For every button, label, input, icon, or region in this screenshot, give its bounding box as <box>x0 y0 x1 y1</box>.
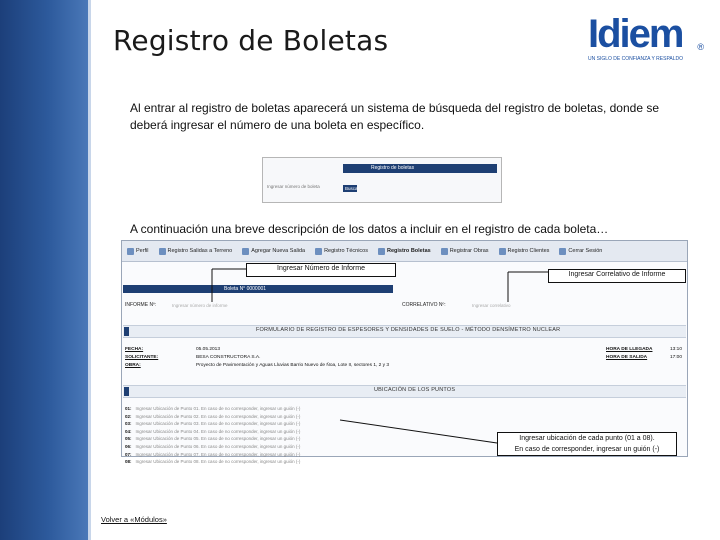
tab-icon <box>127 248 134 255</box>
correlativo-input[interactable]: Ingresar correlativo <box>472 303 511 308</box>
punto-input-placeholder: Ingresar Ubicación de Punto 06. En caso de no corresponder, ingresar un guión (-) <box>135 444 301 449</box>
solicitante-label: SOLICITANTE: <box>125 355 159 360</box>
punto-input-placeholder: Ingresar Ubicación de Punto 01. En caso de no corresponder, ingresar un guión (-) <box>135 406 301 411</box>
tab-icon <box>159 248 166 255</box>
punto-input-placeholder: Ingresar Ubicación de Punto 08. En caso de no corresponder, ingresar un guión (-) <box>135 459 301 465</box>
informe-input[interactable]: Ingresar número de informe <box>172 303 228 308</box>
form-tab-label: Registro Clientes <box>507 248 550 254</box>
obra-value: Proyecto de Pavimentación y Aguas Lluvias Barrio Nuevo de Ñoa, Lote II, sectores 1, 2 y 3 <box>196 363 390 368</box>
back-to-modules-link[interactable]: Volver a «Módulos» <box>101 515 167 524</box>
form-tab-label: Perfil <box>136 248 149 254</box>
punto-row[interactable] <box>125 414 300 419</box>
punto-number: 02: <box>125 413 132 419</box>
punto-input-placeholder: Ingresar Ubicación de Punto 02. En caso de no corresponder, ingresar un guión (-) <box>135 413 301 419</box>
search-button-label: Buscar <box>345 186 360 191</box>
punto-input-placeholder: Ingresar Ubicación de Punto 05. En caso de no corresponder, ingresar un guión (-) <box>135 436 301 442</box>
punto-row[interactable] <box>125 429 300 434</box>
search-header: Registro de boletas <box>343 164 497 173</box>
obra-row <box>125 363 141 368</box>
punto-row[interactable] <box>125 436 300 441</box>
left-band-divider <box>88 0 91 540</box>
punto-row[interactable] <box>125 444 300 449</box>
search-screenshot <box>262 157 502 203</box>
fecha-label: FECHA: <box>125 347 144 352</box>
form-tab-label: Registrar Obras <box>449 248 489 254</box>
form-tab[interactable] <box>373 248 436 255</box>
form-section-title: FORMULARIO DE REGISTRO DE ESPESORES Y DENSIDADES DE SUELO - MÉTODO DENSÍMETRO NUCLEAR <box>256 327 561 333</box>
tab-icon <box>242 248 249 255</box>
fecha-value: 05.05.2013 <box>196 347 221 352</box>
punto-row[interactable] <box>125 452 300 457</box>
punto-input-placeholder: Ingresar Ubicación de Punto 03. En caso de no corresponder, ingresar un guión (-) <box>135 421 301 427</box>
section-arrow-icon <box>124 387 129 396</box>
form-tab[interactable] <box>310 248 373 255</box>
tab-icon <box>559 248 566 255</box>
punto-row[interactable] <box>125 459 300 464</box>
callout-ubicacion-line2: En caso de corresponder, ingresar un guión (-) <box>514 446 660 453</box>
hora-llegada-label: HORA DE LLEGADA <box>606 347 653 352</box>
search-label: Ingresar número de boleta <box>267 184 320 189</box>
tab-icon <box>441 248 448 255</box>
tab-icon <box>378 248 385 255</box>
punto-row[interactable] <box>125 421 300 426</box>
callout-ubicacion-line1: Ingresar ubicación de cada punto (01 a 08). <box>519 435 655 442</box>
punto-number: 08: <box>125 459 132 465</box>
solicitante-row <box>125 355 158 360</box>
description-paragraph: A continuación una breve descripción de los datos a incluir en el registro de cada boleta… <box>130 222 609 236</box>
punto-row[interactable] <box>125 406 300 411</box>
punto-number: 01: <box>125 406 132 411</box>
puntos-section-title: UBICACIÓN DE LOS PUNTOS <box>374 387 456 393</box>
left-decorative-band <box>0 0 88 540</box>
tab-icon <box>315 248 322 255</box>
punto-input-placeholder: Ingresar Ubicación de Punto 07. En caso de no corresponder, ingresar un guión (-) <box>135 451 301 457</box>
punto-number: 07: <box>125 451 132 457</box>
logo-wordmark: Idiem <box>588 12 683 56</box>
form-tab[interactable] <box>122 248 154 255</box>
form-tab[interactable] <box>436 248 494 255</box>
correlativo-label: CORRELATIVO Nº: <box>402 302 446 308</box>
slide-title: Registro de Boletas <box>113 24 389 57</box>
solicitante-value: BESA CONSTRUCTORA S.A. <box>196 355 261 360</box>
section-arrow-icon <box>124 327 129 336</box>
form-tab[interactable] <box>237 248 310 255</box>
hora-salida-value: 17:00 <box>670 355 683 360</box>
obra-label: OBRA: <box>125 363 141 368</box>
hora-llegada-value: 13:10 <box>670 347 683 352</box>
tab-icon <box>499 248 506 255</box>
form-tab[interactable] <box>554 248 607 255</box>
idiem-logo <box>588 14 706 66</box>
callout-correlativo-informe: Ingresar Correlativo de Informe <box>548 269 686 283</box>
punto-input-placeholder: Ingresar Ubicación de Punto 04. En caso de no corresponder, ingresar un guión (-) <box>135 428 301 434</box>
form-tab-label: Registro Salidas a Terreno <box>167 248 233 254</box>
punto-number: 05: <box>125 436 132 442</box>
logo-registered-mark: ® <box>697 42 704 52</box>
form-tab-label: Agregar Nueva Salida <box>251 248 306 254</box>
fecha-row <box>125 347 143 352</box>
logo-tagline: UN SIGLO DE CONFIANZA Y RESPALDO <box>588 56 684 62</box>
informe-label: INFORME Nº: <box>125 302 157 308</box>
form-tab-label: Cerrar Sesión <box>568 248 603 254</box>
hora-salida-label: HORA DE SALIDA <box>606 355 648 360</box>
intro-paragraph: Al entrar al registro de boletas aparecerá un sistema de búsqueda del registro de boletas, donde se deberá ingresar el número de una boleta en específico. <box>130 101 659 132</box>
punto-number: 06: <box>125 444 132 449</box>
form-tab[interactable] <box>154 248 238 255</box>
callout-numero-informe: Ingresar Número de Informe <box>246 263 396 277</box>
form-tab-bar <box>122 241 687 262</box>
form-tab[interactable] <box>494 248 555 255</box>
punto-number: 04: <box>125 428 132 434</box>
form-tab-label: Registro Boletas <box>386 248 431 254</box>
boleta-number-label: Boleta N° 0000001 <box>224 286 267 292</box>
callout-ubicacion-puntos <box>497 432 677 456</box>
form-tab-label: Registro Técnicos <box>324 248 368 254</box>
punto-number: 03: <box>125 421 132 427</box>
